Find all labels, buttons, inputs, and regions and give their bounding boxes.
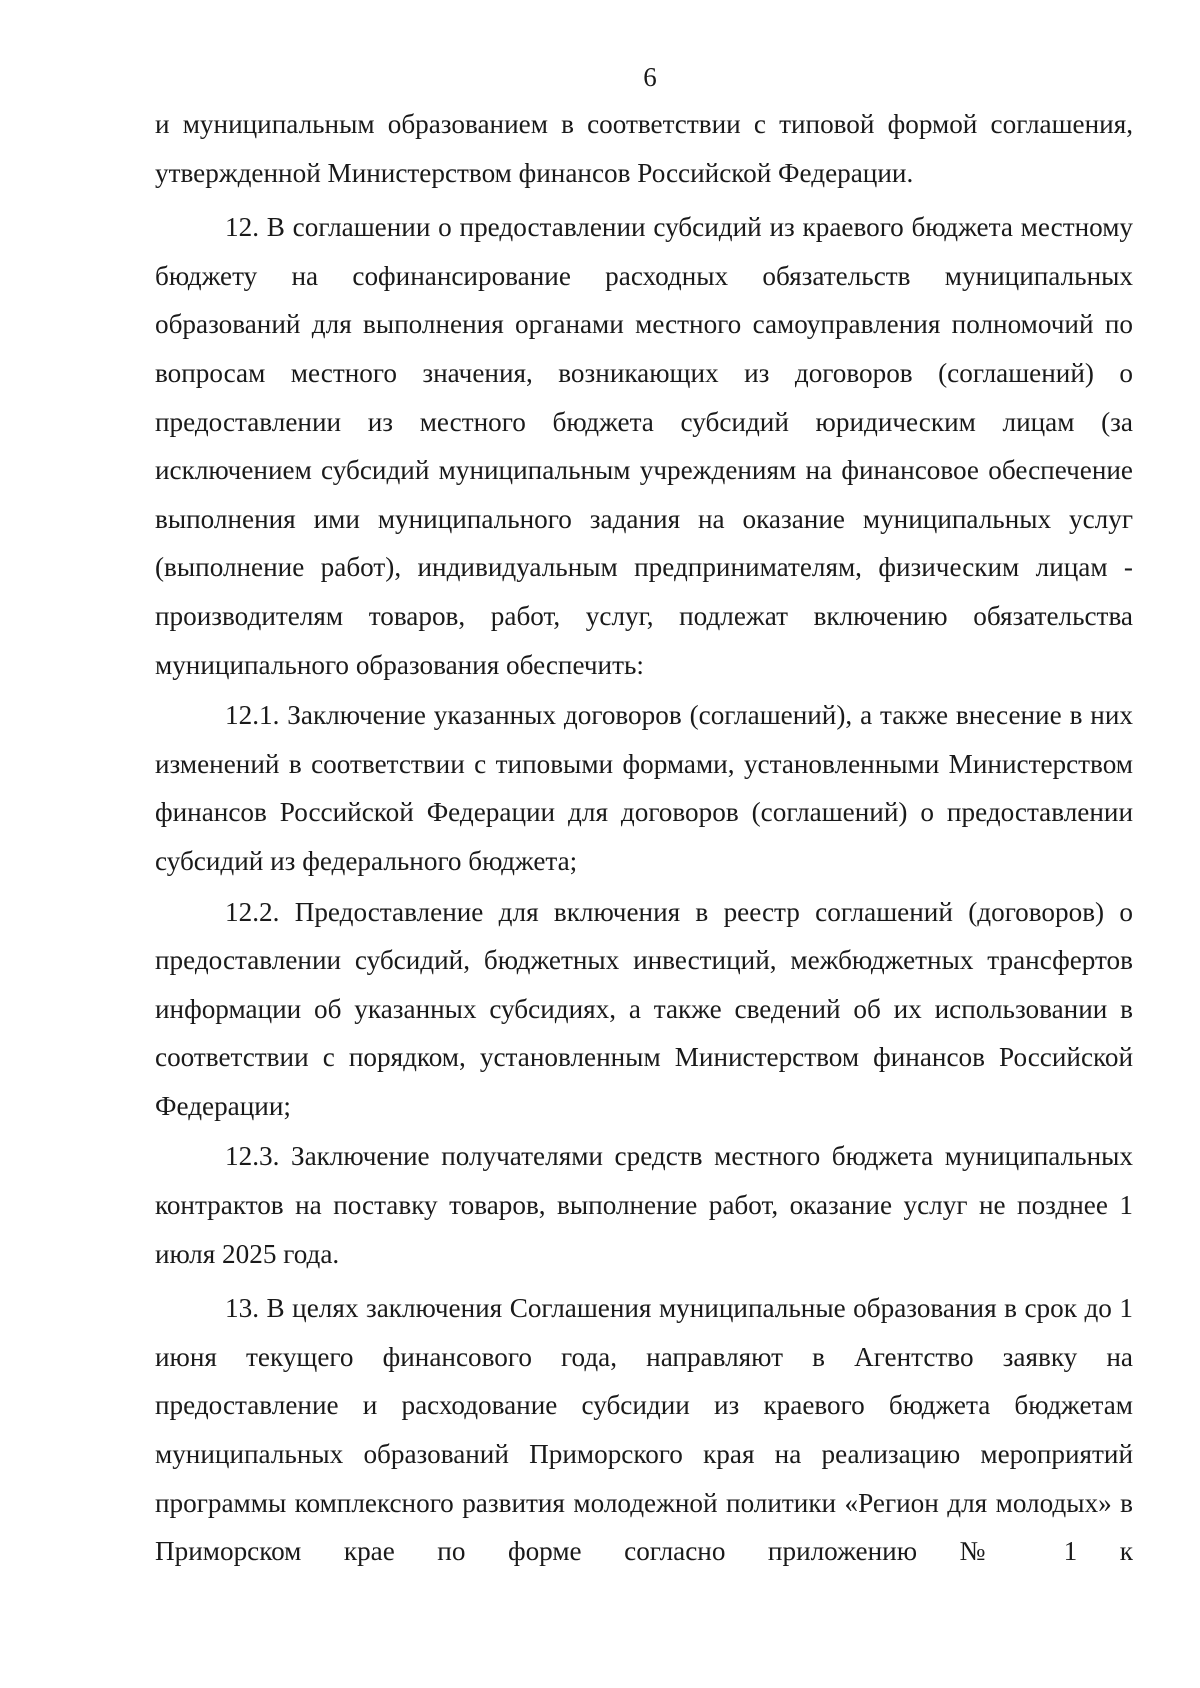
document-body bbox=[155, 100, 1133, 1576]
paragraph-12-3: 12.3. Заключение получателями средств местного бюджета муниципальных контрактов на поставку товаров, выполнение работ, оказание услуг не позднее 1 июля 2025 года. bbox=[155, 1141, 1133, 1269]
paragraph-continuation: и муниципальным образованием в соответствии с типовой формой соглашения, утвержденной Министерством финансов Российской Федерации. bbox=[155, 109, 1133, 188]
paragraph-13: 13. В целях заключения Соглашения муниципальные образования в срок до 1 июня текущего финансового года, направляют в Агентство заявку на предоставление и расходование субсидии из краевого бюджета бюджетам муниципальных образований Приморского края на реализацию мероприятий программы комплексного развития молодежной политики «Регион для молодых» в Приморском крае по форме согласно приложению № 1 к bbox=[155, 1293, 1133, 1567]
paragraph-12: 12. В соглашении о предоставлении субсидий из краевого бюджета местному бюджету на софинансирование расходных обязательств муниципальных образований для выполнения органами местного самоуправления полномочий по вопросам местного значения, возникающих из договоров (соглашений) о предоставлении из местного бюджета субсидий юридическим лицам (за исключением субсидий муниципальным учреждениям на финансовое обеспечение выполнения ими муниципального задания на оказание муниципальных услуг (выполнение работ), индивидуальным предпринимателям, физическим лицам - производителям товаров, работ, услуг, подлежат включению обязательства муниципального образования обеспечить: bbox=[155, 212, 1133, 680]
paragraph-12-2: 12.2. Предоставление для включения в реестр соглашений (договоров) о предоставлении субсидий, бюджетных инвестиций, межбюджетных трансфертов информации об указанных субсидиях, а также сведений об их использовании в соответствии с порядком, установленным Министерством финансов Российской Федерации; bbox=[155, 896, 1133, 1121]
paragraph-12-1: 12.1. Заключение указанных договоров (соглашений), а также внесение в них изменений в соответствии с типовыми формами, установленными Министерством финансов Российской Федерации для договоров (соглашений) о предоставлении субсидий из федерального бюджета; bbox=[155, 700, 1133, 876]
page-number: 6 bbox=[643, 62, 657, 92]
